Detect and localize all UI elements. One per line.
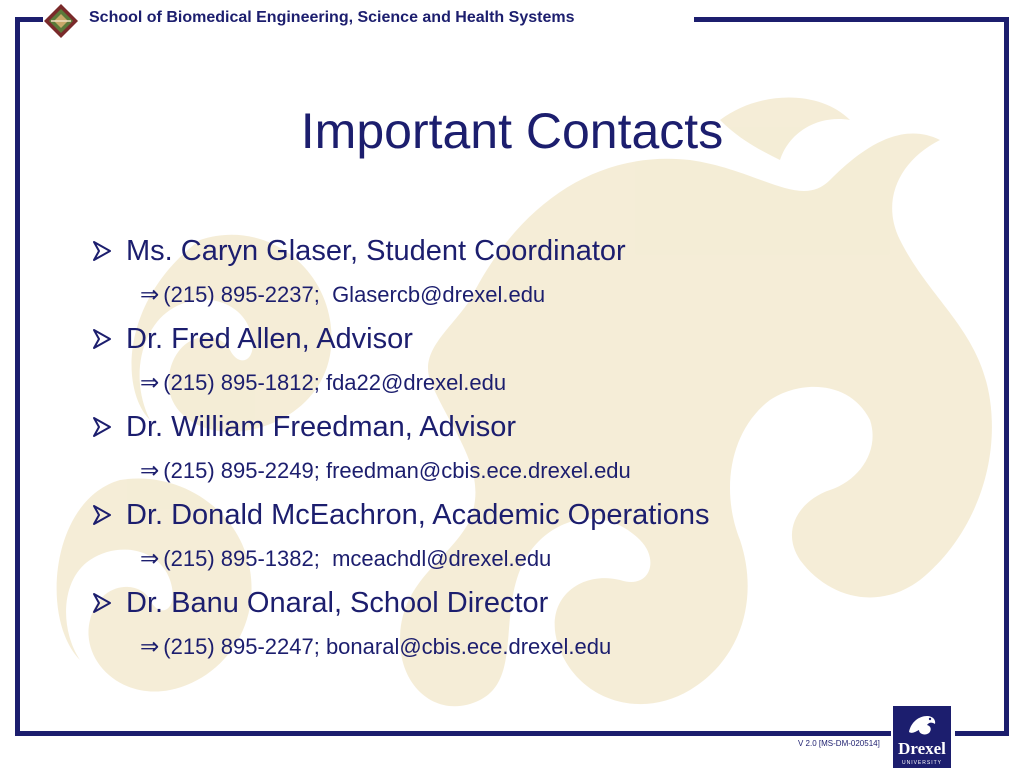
implies-icon: ⇒ <box>140 634 160 660</box>
school-logo-icon <box>42 2 80 40</box>
frame-bottom-right <box>955 731 1009 736</box>
contact-name: Ms. Caryn Glaser, Student Coordinator <box>126 234 626 267</box>
arrow-bullet-icon <box>90 239 114 263</box>
contact-detail: (215) 895-2249; freedman@cbis.ece.drexel.edu <box>163 458 631 483</box>
contact-name: Dr. Banu Onaral, School Director <box>126 586 549 619</box>
arrow-bullet-icon <box>90 591 114 615</box>
frame-bottom <box>15 731 891 736</box>
contact-item <box>90 494 970 582</box>
dragon-logo-icon <box>905 710 939 738</box>
version-label: V 2.0 [MS-DM-020514] <box>798 739 880 748</box>
contact-item <box>90 318 970 406</box>
contact-list <box>90 230 970 670</box>
arrow-bullet-icon <box>90 327 114 351</box>
implies-icon: ⇒ <box>140 282 160 308</box>
implies-icon: ⇒ <box>140 458 160 484</box>
drexel-university-label: UNIVERSITY <box>901 760 942 766</box>
implies-icon: ⇒ <box>140 370 160 396</box>
contact-detail: (215) 895-1812; fda22@drexel.edu <box>163 370 507 395</box>
contact-name: Dr. Donald McEachron, Academic Operations <box>126 498 710 531</box>
contact-detail: (215) 895-2237; Glasercb@drexel.edu <box>163 282 546 307</box>
contact-item <box>90 582 970 670</box>
arrow-bullet-icon <box>90 415 114 439</box>
frame-top-right <box>694 17 1009 22</box>
contact-name: Dr. William Freedman, Advisor <box>126 410 516 443</box>
contact-detail: (215) 895-2247; bonaral@cbis.ece.drexel.edu <box>163 634 612 659</box>
drexel-logo <box>893 706 953 768</box>
contact-item <box>90 406 970 494</box>
drexel-wordmark: Drexel <box>898 739 946 758</box>
contact-detail: (215) 895-1382; mceachdl@drexel.edu <box>163 546 552 571</box>
slide-title: Important Contacts <box>300 103 724 159</box>
contact-name: Dr. Fred Allen, Advisor <box>126 322 413 355</box>
arrow-bullet-icon <box>90 503 114 527</box>
contact-item <box>90 230 970 318</box>
school-name: School of Biomedical Engineering, Science and Health Systems <box>87 9 580 27</box>
implies-icon: ⇒ <box>140 546 160 572</box>
